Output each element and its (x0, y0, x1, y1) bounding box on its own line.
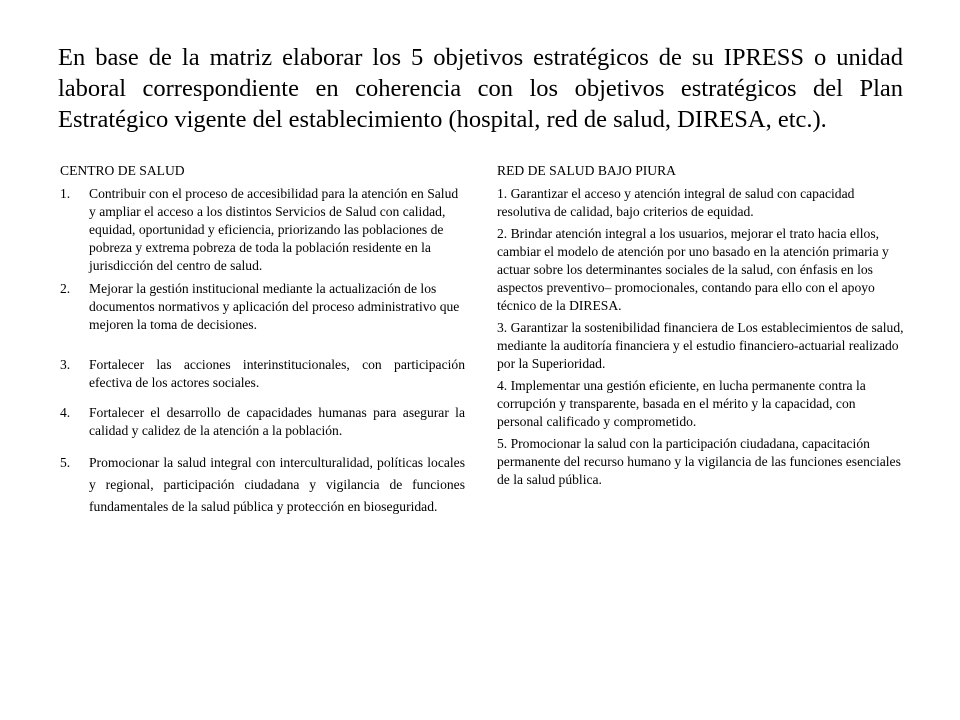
right-objective-item: 3. Garantizar la sostenibilidad financiera de Los establecimientos de salud, mediante la auditoría financiera y el estudio financiero-actuarial realizado por la Superioridad. (497, 320, 904, 371)
left-objective-item (60, 452, 465, 518)
left-objective-text: Contribuir con el proceso de accesibilidad para la atención en Salud y ampliar el acceso a los distintos Servicios de Salud con calidad, equidad, oportunidad y eficiencia, priorizando las poblaciones de pobreza y extrema pobreza de toda la población residente en la jurisdicción del centro de salud. (89, 186, 459, 273)
left-column-centro-de-salud (60, 162, 465, 518)
left-objective-text: Mejorar la gestión institucional mediante la actualización de los documentos normativos y aplicación del proceso administrativo que mejoren la toma de decisiones. (89, 281, 460, 332)
left-objective-item (60, 356, 465, 392)
left-objective-number: 4. (60, 405, 71, 420)
right-objective-item: 5. Promocionar la salud con la participación ciudadana, capacitación permanente del recurso humano y la vigilancia de las funciones esenciales de la salud pública. (497, 436, 901, 487)
left-objective-number: 2. (60, 281, 71, 296)
left-objective-number: 1. (60, 186, 71, 201)
left-objective-text: Promocionar la salud integral con interculturalidad, políticas locales y regional, participación ciudadana y vigilancia de funciones fundamentales de la salud pública y protección en bioseguridad. (89, 455, 465, 514)
right-objective-item: 2. Brindar atención integral a los usuarios, mejorar el trato hacia ellos, cambiar el modelo de atención por uno basado en la atención primaria y actuar sobre los determinantes sociales de la salud, con énfasis en los aspectos preventivo– promocionales, contando para ello con el apoyo técnico de la DIRESA. (497, 226, 889, 313)
right-objective-item: 1. Garantizar el acceso y atención integral de salud con capacidad resolutiva de calidad, bajo criterios de equidad. (497, 186, 855, 219)
left-objective-text: Fortalecer el desarrollo de capacidades humanas para asegurar la calidad y calidez de la atención a la población. (89, 405, 465, 438)
left-objective-number: 5. (60, 455, 71, 470)
right-column-red-de-salud (497, 162, 904, 493)
left-objective-item (60, 280, 465, 334)
left-objective-text: Fortalecer las acciones interinstitucionales, con participación efectiva de los actores sociales. (89, 357, 465, 390)
left-objective-item (60, 404, 465, 440)
left-objective-item (60, 185, 465, 275)
right-column-heading: RED DE SALUD BAJO PIURA (497, 163, 676, 178)
right-objective-item: 4. Implementar una gestión eficiente, en lucha permanente contra la corrupción y transparente, basada en el mérito y la capacidad, con personal calificado y comprometido. (497, 378, 866, 429)
left-objective-number: 3. (60, 357, 71, 372)
left-column-heading: CENTRO DE SALUD (60, 163, 185, 178)
left-objectives-list (60, 185, 465, 518)
slide-title: En base de la matriz elaborar los 5 objetivos estratégicos de su IPRESS o unidad laboral correspondiente en coherencia con los objetivos estratégicos del Plan Estratégico vigente del establecimiento (hospital, red de salud, DIRESA, etc.). (58, 44, 903, 133)
